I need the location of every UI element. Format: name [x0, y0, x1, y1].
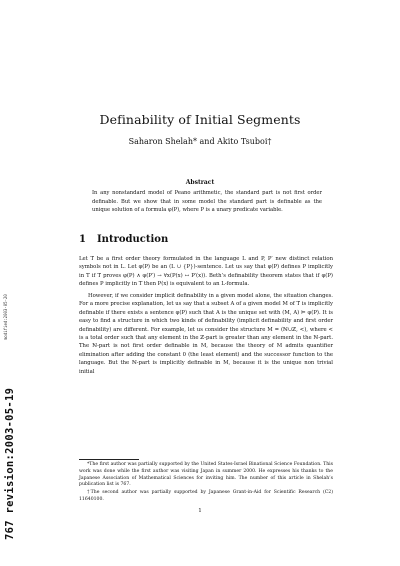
modified-stamp: modified:2003-05-20: [3, 294, 8, 340]
footnote: †The second author was partially supported by Japanese Grant-in-Aid for Scientific Research (C2) 11640100.: [79, 490, 333, 502]
section-heading: [79, 234, 168, 245]
footnote: *The first author was partially supported by the United States-Israel Binational Science Foundation. This work was done while the first author was visiting Japan in summer 2000. He expresses his thanks to the Japanese Association of Mathematical Sciences for inviting him. The number of this article in Shelah’s publication list is 767.: [79, 462, 333, 488]
abstract-text: In any nonstandard model of Peano arithmetic, the standard part is not first order definable. But we show that in some model the standard part is definable as the unique solution of a formula φ(P), where P is a unary predicate variable.: [92, 190, 322, 213]
page-number: 1: [198, 508, 202, 514]
arxiv-revision-stamp: 767 revision:2003-05-19: [4, 387, 16, 540]
paragraph: Let T be a first order theory formulated in the language L and P, P′ new distinct relation symbols not in L. Let φ(P) be an (L ∪ {P})-sentence. Let us say that φ(P) defines P implicitly in T if T proves φ(P) ∧ φ(P′) → ∀x(P(x) ↔ P′(x)). Beth’s definability theorem states that if φ(P) defines P implicitly in T then P(x) is equivalent to an L-formula.: [79, 256, 333, 288]
abstract-heading: Abstract: [185, 179, 215, 186]
paragraph: However, if we consider implicit definability in a given model alone, the situation changes. For a more precise explanation, let us say that a subset A of a given model M of T is implicitly definable if there exists a sentence φ(P) such that A is the unique set with (M, A) ⊨ φ(P). It is easy to find a structure in which two kinds of definability (implicit definability and first order definability) are different. For example, let us consider the structure M = (ℕ∪ℤ, <), where < is a total order such that any element in the ℤ-part is greater than any element in the ℕ-part. The ℕ-part is not first order definable in M, because the theory of M admits quantifier elimination after adding the constant 0 (the least element) and the successor function to the language. But the ℕ-part is implicitly definable in M, because it is the unique non trivial initial: [79, 293, 333, 375]
paper-authors: Saharon Shelah* and Akito Tsuboi†: [128, 137, 272, 146]
paper-title: Definability of Initial Segments: [99, 112, 301, 127]
footnote-rule: [79, 459, 139, 460]
section-number: 1: [79, 234, 86, 245]
section-title: Introduction: [97, 234, 169, 245]
